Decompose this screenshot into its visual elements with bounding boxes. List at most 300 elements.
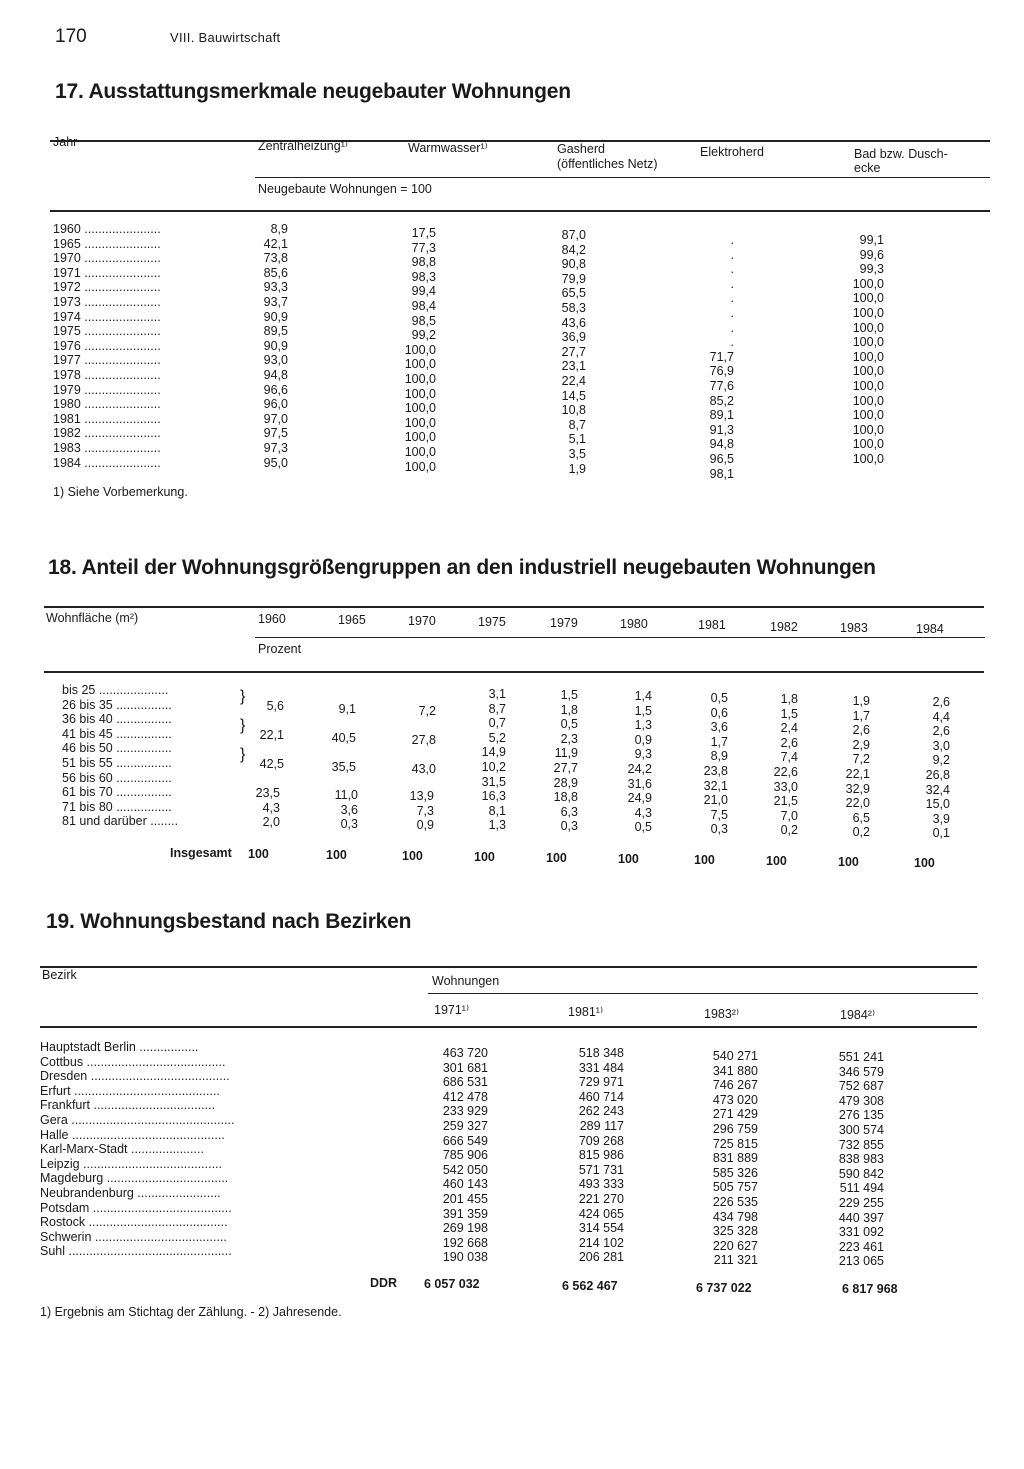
t18-year-header: 1984 bbox=[916, 622, 944, 636]
t17-gas-cell: 65,5 bbox=[561, 286, 586, 301]
t18-value-cell: 6,5 bbox=[852, 810, 870, 825]
t18-col-1975 bbox=[450, 687, 506, 833]
t19-value-cell: 229 255 bbox=[838, 1195, 884, 1210]
t17-gas-cell: 23,1 bbox=[561, 359, 586, 374]
t19-value-cell: 590 842 bbox=[838, 1166, 884, 1181]
t17-water-cell: 100,0 bbox=[404, 386, 436, 401]
t17-bath-cell: 100,0 bbox=[852, 451, 884, 466]
t17-water-cell: 98,5 bbox=[411, 313, 436, 328]
t19-district-label: Halle ............................................ bbox=[40, 1127, 225, 1142]
t18-value-cell: 15,0 bbox=[925, 797, 950, 812]
t17-year-cell: 1980 ...................... bbox=[53, 397, 161, 412]
t18-value-cell: 2,3 bbox=[560, 731, 578, 746]
t18-value-cell: 11,9 bbox=[554, 746, 578, 761]
t18-value-cell: 22,6 bbox=[773, 764, 798, 779]
t18-year-header: 1965 bbox=[338, 613, 366, 627]
t17-heating-cell: 96,0 bbox=[263, 397, 288, 412]
t18-value-cell: 1,7 bbox=[710, 734, 728, 749]
t18-value-cell: 1,7 bbox=[852, 708, 870, 723]
t18-value-cell: 5,2 bbox=[488, 730, 506, 745]
t18-row-label: 81 und darüber ........ bbox=[62, 814, 179, 829]
t17-heating-col bbox=[232, 222, 288, 470]
t19-mid-rule bbox=[428, 993, 978, 994]
t19-year-header: 1983²⁾ bbox=[704, 1007, 740, 1021]
t17-col-bath: Bad bzw. Dusch- bbox=[854, 147, 948, 161]
t17-water-cell: 100,0 bbox=[404, 415, 436, 430]
t18-grouped-cell: 7,2 bbox=[418, 704, 436, 718]
t18-value-cell: 8,1 bbox=[488, 803, 506, 818]
t19-district-label: Suhl ............................................... bbox=[40, 1244, 232, 1259]
t19-value-cell: 785 906 bbox=[442, 1148, 488, 1163]
t18-value-cell: 6,3 bbox=[560, 804, 578, 819]
t17-heating-cell: 97,5 bbox=[263, 426, 288, 441]
t18-total-cell: 100 bbox=[838, 855, 859, 869]
t19-value-cell: 815 986 bbox=[578, 1148, 624, 1163]
t17-col-year: Jahr bbox=[53, 135, 78, 149]
t19-district-label: Potsdam ........................................ bbox=[40, 1200, 232, 1215]
t18-value-cell: 3,9 bbox=[932, 811, 950, 826]
t17-elec-cell: 91,3 bbox=[709, 422, 734, 437]
t18-value-cell: 14,9 bbox=[481, 745, 506, 760]
page-number: 170 bbox=[55, 26, 87, 47]
t19-value-cell: 542 050 bbox=[442, 1162, 488, 1177]
t18-value-cell: 26,8 bbox=[925, 767, 950, 782]
t17-heating-cell: 95,0 bbox=[263, 455, 288, 470]
t19-value-cell: 725 815 bbox=[712, 1136, 758, 1151]
t17-water-cell: 98,3 bbox=[411, 269, 436, 284]
t18-col-1983 bbox=[814, 694, 870, 840]
t18-grouped-cell: 27,8 bbox=[411, 733, 436, 748]
t17-year-cell: 1970 ...................... bbox=[53, 251, 161, 266]
table17-title: 17. Ausstattungsmerkmale neugebauter Wohnungen bbox=[55, 80, 571, 103]
t18-value-cell: 2,4 bbox=[780, 721, 798, 736]
t17-bath-cell: 100,0 bbox=[852, 305, 884, 320]
t17-year-cell: 1973 ...................... bbox=[53, 294, 161, 309]
t17-water-cell: 100,0 bbox=[404, 371, 436, 386]
t19-value-cell: 213 065 bbox=[838, 1254, 884, 1269]
t19-value-cell: 540 271 bbox=[712, 1049, 758, 1063]
t18-head-rule bbox=[44, 671, 984, 673]
t18-grouped-1965 bbox=[300, 702, 356, 775]
t19-value-cell: 341 880 bbox=[712, 1063, 758, 1078]
t17-bath-cell: 99,1 bbox=[859, 233, 884, 247]
t18-value-cell: 1,9 bbox=[852, 694, 870, 708]
t19-value-cell: 752 687 bbox=[838, 1079, 884, 1094]
t18-value-cell: 7,0 bbox=[780, 808, 798, 823]
t18-grouped-1960 bbox=[228, 699, 284, 772]
t17-bath-cell: 100,0 bbox=[852, 437, 884, 452]
t17-elec-cell: 98,1 bbox=[709, 466, 734, 481]
t17-gas-cell: 87,0 bbox=[561, 228, 586, 242]
t18-value-cell: 32,4 bbox=[925, 782, 950, 797]
t18-grouped-cell: 9,1 bbox=[338, 702, 356, 716]
t17-year-cell: 1978 ...................... bbox=[53, 367, 161, 382]
t19-col-dwellings: Wohnungen bbox=[432, 974, 500, 988]
table18-title: 18. Anteil der Wohnungsgrößengruppen an den industriell neugebauten Wohnungen bbox=[48, 556, 876, 579]
t17-water-cell: 99,4 bbox=[411, 284, 436, 299]
t19-value-cell: 262 243 bbox=[578, 1104, 624, 1119]
t17-elec-cell: 96,5 bbox=[709, 451, 734, 466]
t19-value-cell: 666 549 bbox=[442, 1133, 488, 1148]
t17-col-gas: Gasherd bbox=[557, 142, 605, 156]
t18-value-cell: 2,9 bbox=[852, 737, 870, 752]
t18-value-cell: 1,8 bbox=[560, 702, 578, 717]
t18-value-cell: 32,9 bbox=[845, 781, 870, 796]
t17-bath-cell: 100,0 bbox=[852, 378, 884, 393]
t17-heating-cell: 90,9 bbox=[263, 309, 288, 324]
t19-district-label: Leipzig ........................................ bbox=[40, 1156, 223, 1171]
t18-value-cell: 3,1 bbox=[488, 687, 506, 701]
t19-total-cell: 6 562 467 bbox=[562, 1279, 618, 1293]
t18-value-cell: 7,2 bbox=[852, 752, 870, 767]
t19-value-cell: 729 971 bbox=[578, 1075, 624, 1090]
t19-year-header: 1984²⁾ bbox=[840, 1008, 876, 1022]
t18-year-header: 1981 bbox=[698, 618, 726, 632]
t17-gas-col bbox=[530, 228, 586, 476]
t18-value-cell: 1,5 bbox=[780, 706, 798, 721]
t17-col-heating: Zentralheizung¹⁾ bbox=[258, 139, 348, 153]
t17-bath-cell: 100,0 bbox=[852, 320, 884, 335]
t17-bath-cell: 100,0 bbox=[852, 291, 884, 306]
t17-water-cell: 98,8 bbox=[411, 255, 436, 270]
t18-year-header: 1970 bbox=[408, 614, 436, 628]
t19-value-cell: 686 531 bbox=[442, 1075, 488, 1090]
t17-elec-cell: . bbox=[730, 320, 734, 335]
t18-tail-cell: 4,3 bbox=[262, 800, 280, 815]
t17-heating-cell: 96,6 bbox=[263, 382, 288, 397]
t17-year-cell: 1976 ...................... bbox=[53, 338, 161, 353]
t18-brace-1: } bbox=[240, 688, 246, 705]
t19-value-cell: 201 455 bbox=[442, 1191, 488, 1206]
t18-value-cell: 10,2 bbox=[481, 759, 506, 774]
t19-col-district: Bezirk bbox=[42, 968, 77, 982]
t18-value-cell: 4,4 bbox=[932, 709, 950, 724]
t18-value-cell: 9,3 bbox=[634, 747, 652, 762]
t19-value-cell: 473 020 bbox=[712, 1092, 758, 1107]
t18-top-rule bbox=[44, 606, 984, 608]
t18-value-cell: 0,2 bbox=[780, 823, 798, 838]
t19-value-cell: 190 038 bbox=[442, 1250, 488, 1265]
t18-value-cell: 8,9 bbox=[710, 749, 728, 764]
t19-col-1971 bbox=[400, 1046, 488, 1265]
t18-value-cell: 0,7 bbox=[488, 716, 506, 731]
t17-gas-cell: 84,2 bbox=[561, 242, 586, 257]
t18-total-label: Insgesamt bbox=[170, 846, 232, 860]
t17-elec-cell: . bbox=[730, 247, 734, 262]
t19-col-1981 bbox=[536, 1046, 624, 1265]
t18-tail-1970 bbox=[378, 789, 434, 833]
t19-district-label: Gera ............................................... bbox=[40, 1112, 235, 1127]
t17-gas-cell: 14,5 bbox=[561, 388, 586, 403]
t18-total-cell: 100 bbox=[618, 852, 639, 866]
t17-elec-cell: . bbox=[730, 305, 734, 320]
t19-district-label: Dresden ........................................ bbox=[40, 1069, 230, 1084]
t18-value-cell: 33,0 bbox=[773, 779, 798, 794]
t18-value-cell: 0,5 bbox=[560, 717, 578, 732]
t17-elec-cell: 76,9 bbox=[709, 364, 734, 379]
t19-value-cell: 440 397 bbox=[838, 1210, 884, 1225]
t17-gas-cell: 36,9 bbox=[561, 330, 586, 345]
t17-year-cell: 1974 ...................... bbox=[53, 309, 161, 324]
t19-value-cell: 192 668 bbox=[442, 1235, 488, 1250]
t18-value-cell: 2,6 bbox=[932, 724, 950, 739]
t19-value-cell: 709 268 bbox=[578, 1133, 624, 1148]
t18-total-cell: 100 bbox=[402, 849, 423, 863]
t17-col-water: Warmwasser¹⁾ bbox=[408, 141, 488, 155]
t18-value-cell: 1,8 bbox=[780, 692, 798, 706]
t19-value-cell: 331 092 bbox=[838, 1225, 884, 1240]
t19-value-cell: 505 757 bbox=[712, 1180, 758, 1195]
t19-value-cell: 301 681 bbox=[442, 1060, 488, 1075]
t17-year-cell: 1981 ...................... bbox=[53, 411, 161, 426]
t19-district-label: Erfurt .......................................... bbox=[40, 1083, 220, 1098]
t17-water-cell: 100,0 bbox=[404, 444, 436, 459]
t19-value-cell: 493 333 bbox=[578, 1177, 624, 1192]
t18-col-1984 bbox=[894, 695, 950, 841]
t17-footnote: 1) Siehe Vorbemerkung. bbox=[53, 485, 188, 499]
t17-bath-cell: 100,0 bbox=[852, 408, 884, 423]
t19-district-label: Cottbus ........................................ bbox=[40, 1054, 226, 1069]
t17-elec-cell: . bbox=[730, 291, 734, 306]
t19-district-label: Neubrandenburg ........................ bbox=[40, 1185, 221, 1200]
t18-tail-cell: 0,9 bbox=[416, 818, 434, 833]
t17-bath-cell: 100,0 bbox=[852, 349, 884, 364]
t17-gas-cell: 5,1 bbox=[568, 432, 586, 447]
t17-elec-cell: 94,8 bbox=[709, 437, 734, 452]
t18-brace-3: } bbox=[240, 746, 246, 763]
t17-year-cell: 1971 ...................... bbox=[53, 265, 161, 280]
t18-value-cell: 16,3 bbox=[481, 789, 506, 804]
t18-value-cell: 0,1 bbox=[932, 826, 950, 841]
t17-heating-cell: 93,7 bbox=[263, 294, 288, 309]
t19-value-cell: 331 484 bbox=[578, 1060, 624, 1075]
t18-value-cell: 24,9 bbox=[627, 791, 652, 806]
t18-value-cell: 31,6 bbox=[627, 776, 652, 791]
t18-tail-cell: 3,6 bbox=[340, 802, 358, 817]
t18-value-cell: 3,0 bbox=[932, 738, 950, 753]
t17-year-cell: 1965 ...................... bbox=[53, 236, 161, 251]
t17-water-cell: 99,2 bbox=[411, 328, 436, 343]
t18-value-cell: 0,5 bbox=[634, 820, 652, 835]
t18-value-cell: 22,0 bbox=[845, 796, 870, 811]
t19-total-cell: 6 057 032 bbox=[424, 1277, 480, 1291]
t19-value-cell: 226 535 bbox=[712, 1194, 758, 1209]
t17-elec-cell: 71,7 bbox=[709, 349, 734, 364]
t18-total-cell: 100 bbox=[474, 850, 495, 864]
t18-year-header: 1983 bbox=[840, 621, 868, 635]
t19-value-cell: 831 889 bbox=[712, 1151, 758, 1166]
t18-grouped-1970 bbox=[380, 704, 436, 777]
t19-value-cell: 460 143 bbox=[442, 1177, 488, 1192]
t19-district-label: Frankfurt ................................... bbox=[40, 1098, 216, 1113]
t18-unit: Prozent bbox=[258, 642, 302, 656]
t18-row-label: 46 bis 50 ................ bbox=[62, 741, 172, 756]
t19-value-cell: 325 328 bbox=[712, 1224, 758, 1239]
t18-col-1980 bbox=[596, 689, 652, 835]
t17-mid-rule bbox=[255, 177, 990, 178]
t18-value-cell: 1,3 bbox=[488, 818, 506, 833]
t18-value-cell: 0,6 bbox=[710, 705, 728, 720]
t17-bath-cell: 100,0 bbox=[852, 393, 884, 408]
t17-year-cell: 1982 ...................... bbox=[53, 426, 161, 441]
t19-value-cell: 233 929 bbox=[442, 1104, 488, 1119]
t17-elec-col bbox=[678, 233, 734, 481]
t18-value-cell: 0,3 bbox=[560, 819, 578, 834]
t17-elec-cell: . bbox=[730, 233, 734, 247]
t18-brace-2: } bbox=[240, 717, 246, 734]
t19-value-cell: 211 321 bbox=[713, 1253, 758, 1268]
t19-value-cell: 511 494 bbox=[839, 1181, 884, 1196]
t17-bath-cell: 100,0 bbox=[852, 364, 884, 379]
t18-tail-cell: 2,0 bbox=[262, 815, 280, 830]
t18-tail-cell: 11,0 bbox=[334, 788, 358, 802]
t19-district-label: Hauptstadt Berlin ................. bbox=[40, 1040, 199, 1054]
t19-value-cell: 551 241 bbox=[838, 1050, 884, 1064]
t19-value-cell: 214 102 bbox=[578, 1235, 624, 1250]
t17-heating-cell: 90,9 bbox=[263, 338, 288, 353]
t19-value-cell: 206 281 bbox=[578, 1250, 624, 1265]
t17-year-cell: 1984 ...................... bbox=[53, 455, 161, 470]
t18-grouped-cell: 35,5 bbox=[331, 760, 356, 775]
t18-value-cell: 24,2 bbox=[627, 761, 652, 776]
t18-total-cell: 100 bbox=[546, 851, 567, 865]
t18-value-cell: 18,8 bbox=[553, 790, 578, 805]
t18-total-cell: 100 bbox=[766, 854, 787, 868]
t18-row-label: 61 bis 70 ................ bbox=[62, 785, 172, 800]
t18-tail-1965 bbox=[302, 788, 358, 832]
t18-value-cell: 21,5 bbox=[773, 794, 798, 809]
t17-elec-cell: 77,6 bbox=[709, 378, 734, 393]
t19-col-1984 bbox=[796, 1050, 884, 1269]
t19-district-label: Karl-Marx-Stadt ..................... bbox=[40, 1142, 204, 1157]
t19-value-cell: 412 478 bbox=[442, 1089, 488, 1104]
t17-gas-cell: 22,4 bbox=[561, 373, 586, 388]
t18-row-label: bis 25 .................... bbox=[62, 683, 169, 697]
t17-heating-cell: 94,8 bbox=[263, 367, 288, 382]
t17-heating-cell: 42,1 bbox=[263, 236, 288, 251]
t18-tail-cell: 13,9 bbox=[409, 789, 434, 803]
t17-gas-cell: 3,5 bbox=[568, 446, 586, 461]
t19-value-cell: 571 731 bbox=[578, 1162, 624, 1177]
t17-col-elec: Elektroherd bbox=[700, 145, 764, 159]
t17-elec-cell: . bbox=[730, 276, 734, 291]
t17-heating-cell: 85,6 bbox=[263, 265, 288, 280]
t17-gas-cell: 10,8 bbox=[561, 403, 586, 418]
t17-col-bath-sub: ecke bbox=[854, 161, 881, 175]
t17-gas-cell: 43,6 bbox=[561, 315, 586, 330]
t17-year-cell: 1979 ...................... bbox=[53, 382, 161, 397]
t19-value-cell: 479 308 bbox=[838, 1093, 884, 1108]
t19-value-cell: 463 720 bbox=[442, 1046, 488, 1060]
t18-value-cell: 0,2 bbox=[852, 825, 870, 840]
t19-value-cell: 289 117 bbox=[579, 1118, 624, 1133]
t18-value-cell: 7,5 bbox=[710, 807, 728, 822]
t17-water-cell: 98,4 bbox=[411, 298, 436, 313]
t19-value-cell: 424 065 bbox=[578, 1206, 624, 1221]
t18-grouped-cell: 22,1 bbox=[259, 728, 284, 743]
t18-year-header: 1975 bbox=[478, 615, 506, 629]
t19-value-cell: 269 198 bbox=[442, 1221, 488, 1236]
t18-value-cell: 32,1 bbox=[703, 778, 728, 793]
t18-grouped-cell: 42,5 bbox=[259, 757, 284, 772]
t17-bath-cell: 99,3 bbox=[859, 262, 884, 277]
t17-water-cell: 100,0 bbox=[404, 357, 436, 372]
t17-heating-cell: 73,8 bbox=[263, 251, 288, 266]
t19-value-cell: 391 359 bbox=[442, 1206, 488, 1221]
t17-bath-cell: 100,0 bbox=[852, 335, 884, 350]
t17-gas-cell: 27,7 bbox=[561, 344, 586, 359]
t19-value-cell: 434 798 bbox=[712, 1209, 758, 1224]
t18-total-cell: 100 bbox=[694, 853, 715, 867]
t18-grouped-cell: 43,0 bbox=[411, 762, 436, 777]
t17-heating-cell: 97,0 bbox=[263, 411, 288, 426]
t18-row-label: 51 bis 55 ................ bbox=[62, 755, 172, 770]
t18-value-cell: 1,5 bbox=[634, 703, 652, 718]
t18-value-cell: 7,4 bbox=[780, 750, 798, 765]
t18-value-cell: 8,7 bbox=[488, 701, 506, 716]
t18-value-cell: 2,6 bbox=[932, 695, 950, 709]
t18-year-header: 1980 bbox=[620, 617, 648, 631]
t18-value-cell: 2,6 bbox=[780, 735, 798, 750]
t17-gas-cell: 1,9 bbox=[568, 461, 586, 476]
t18-tail-cell: 0,3 bbox=[340, 817, 358, 832]
t18-row-label: 26 bis 35 ................ bbox=[62, 697, 172, 712]
t18-value-cell: 22,1 bbox=[845, 766, 870, 781]
t19-value-cell: 460 714 bbox=[578, 1089, 624, 1104]
t17-year-cell: 1975 ...................... bbox=[53, 324, 161, 339]
t17-elec-cell: 89,1 bbox=[709, 408, 734, 423]
t19-value-cell: 746 267 bbox=[712, 1078, 758, 1093]
t18-value-cell: 2,6 bbox=[852, 723, 870, 738]
t18-value-cell: 1,3 bbox=[634, 718, 652, 733]
t18-value-cell: 0,9 bbox=[634, 732, 652, 747]
t18-value-cell: 0,5 bbox=[710, 691, 728, 705]
t19-value-cell: 259 327 bbox=[442, 1118, 488, 1133]
t19-year-header: 1971¹⁾ bbox=[434, 1003, 470, 1017]
t18-value-cell: 1,5 bbox=[560, 688, 578, 702]
t19-value-cell: 732 855 bbox=[838, 1137, 884, 1152]
t17-gas-cell: 79,9 bbox=[561, 271, 586, 286]
t17-water-col bbox=[380, 226, 436, 474]
t18-value-cell: 4,3 bbox=[634, 805, 652, 820]
t17-col-gas-sub: (öffentliches Netz) bbox=[557, 157, 658, 171]
t17-water-cell: 100,0 bbox=[404, 459, 436, 474]
table19-title: 19. Wohnungsbestand nach Bezirken bbox=[46, 910, 412, 933]
t19-year-header: 1981¹⁾ bbox=[568, 1005, 604, 1019]
t17-water-cell: 17,5 bbox=[411, 226, 436, 240]
t19-value-cell: 518 348 bbox=[578, 1046, 624, 1060]
t18-value-cell: 27,7 bbox=[553, 760, 578, 775]
t19-total-cell: 6 817 968 bbox=[842, 1282, 898, 1296]
t17-elec-cell: . bbox=[730, 262, 734, 277]
t19-head-rule bbox=[40, 1026, 977, 1028]
t18-value-cell: 1,4 bbox=[634, 689, 652, 703]
t18-col-1981 bbox=[672, 691, 728, 837]
t19-district-label: Magdeburg ................................... bbox=[40, 1171, 229, 1186]
t18-total-cell: 100 bbox=[248, 847, 269, 861]
t18-total-cell: 100 bbox=[914, 856, 935, 870]
t17-heating-cell: 93,3 bbox=[263, 280, 288, 295]
t17-heating-cell: 97,3 bbox=[263, 440, 288, 455]
t17-elec-cell: 85,2 bbox=[709, 393, 734, 408]
t19-value-cell: 220 627 bbox=[712, 1238, 758, 1253]
t18-value-cell: 21,0 bbox=[703, 793, 728, 808]
t17-water-cell: 100,0 bbox=[404, 430, 436, 445]
t19-district-labels bbox=[40, 1040, 235, 1259]
t18-mid-rule bbox=[255, 637, 985, 638]
t18-row-label: 56 bis 60 ................ bbox=[62, 770, 172, 785]
t17-heating-cell: 93,0 bbox=[263, 353, 288, 368]
